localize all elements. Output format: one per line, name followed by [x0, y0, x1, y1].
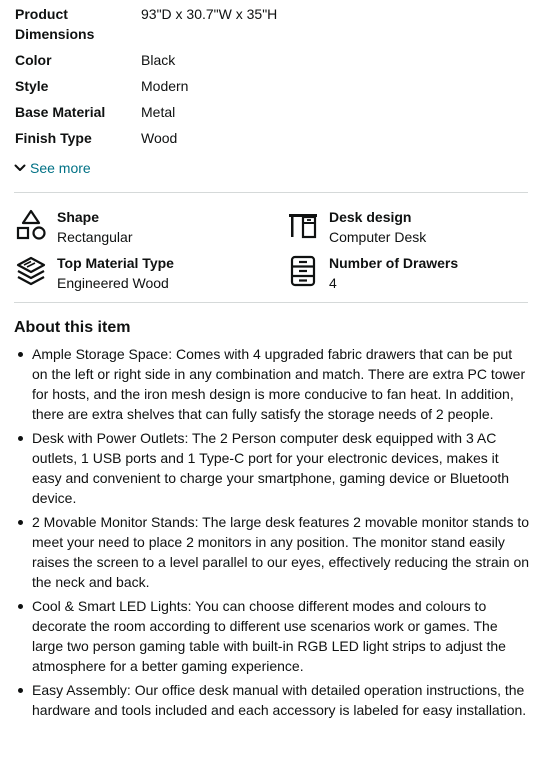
product-specs-table [15, 4, 535, 148]
highlight-number-of-drawers [287, 253, 458, 293]
spec-label: Color [15, 52, 52, 68]
highlight-title: Shape [57, 209, 100, 225]
spec-row-finish-type [15, 128, 535, 148]
spec-row-base-material [15, 102, 535, 122]
divider [14, 302, 528, 303]
highlight-title: Desk design [329, 209, 412, 225]
highlight-value: Computer Desk [329, 229, 427, 245]
layers-icon [15, 255, 47, 287]
spec-row-style [15, 76, 535, 96]
list-item: Easy Assembly: Our office desk manual with detailed operation instructions, the hardware and tools included and each accessory is labeled for easy installation. [14, 680, 530, 720]
spec-label: Finish Type [15, 130, 92, 146]
divider [14, 192, 528, 193]
highlight-value: Engineered Wood [57, 275, 169, 291]
drawers-icon [287, 255, 319, 287]
desk-icon [287, 209, 319, 241]
spec-value: Metal [141, 104, 176, 120]
spec-row-dimensions [15, 4, 535, 44]
highlight-title: Top Material Type [57, 255, 174, 271]
highlight-value: Rectangular [57, 229, 133, 245]
highlight-title: Number of Drawers [329, 255, 459, 271]
highlight-shape [15, 207, 133, 247]
about-this-item-heading: About this item [14, 319, 131, 336]
spec-value: Wood [141, 130, 178, 146]
spec-label: Base Material [15, 104, 106, 120]
highlight-top-material [15, 253, 174, 293]
see-more-label: See more [30, 160, 91, 176]
list-item: Desk with Power Outlets: The 2 Person computer desk equipped with 3 AC outlets, 1 USB ports and 1 Type-C port for your electronic devices, makes it easy and convenient to charge your smartphone, gaming device or Bluetooth device. [14, 428, 530, 508]
chevron-down-icon [14, 163, 26, 173]
list-item: Cool & Smart LED Lights: You can choose different modes and colours to decorate the room according to different use scenarios work or games. The large two person gaming table with built-in RGB LED light strips to adjust the atmosphere for a better gaming experience. [14, 596, 530, 676]
spec-value: Black [141, 52, 176, 68]
highlight-value: 4 [329, 275, 337, 291]
list-item: Ample Storage Space: Comes with 4 upgraded fabric drawers that can be put on the left or right side in any combination and match. There are extra PC tower for hosts, and the iron mesh design is more conducive to fan heat. In addition, there are extra shelves that can fully satisfy the storage needs of 2 people. [14, 344, 530, 424]
spec-row-color [15, 50, 535, 70]
spec-value: 93"D x 30.7"W x 35"H [141, 6, 278, 22]
highlight-desk-design [287, 207, 426, 247]
spec-label: Style [15, 78, 49, 94]
list-item: 2 Movable Monitor Stands: The large desk features 2 movable monitor stands to meet your need to place 2 monitors in any position. The monitor stand easily raises the screen to a level parallel to our eyes, effectively reducing the strain on the neck and back. [14, 512, 530, 592]
feature-bullet-list [14, 344, 530, 724]
spec-label: Product Dimensions [15, 6, 95, 42]
see-more-link[interactable] [14, 160, 91, 176]
spec-value: Modern [141, 78, 189, 94]
shape-icon [15, 209, 47, 241]
